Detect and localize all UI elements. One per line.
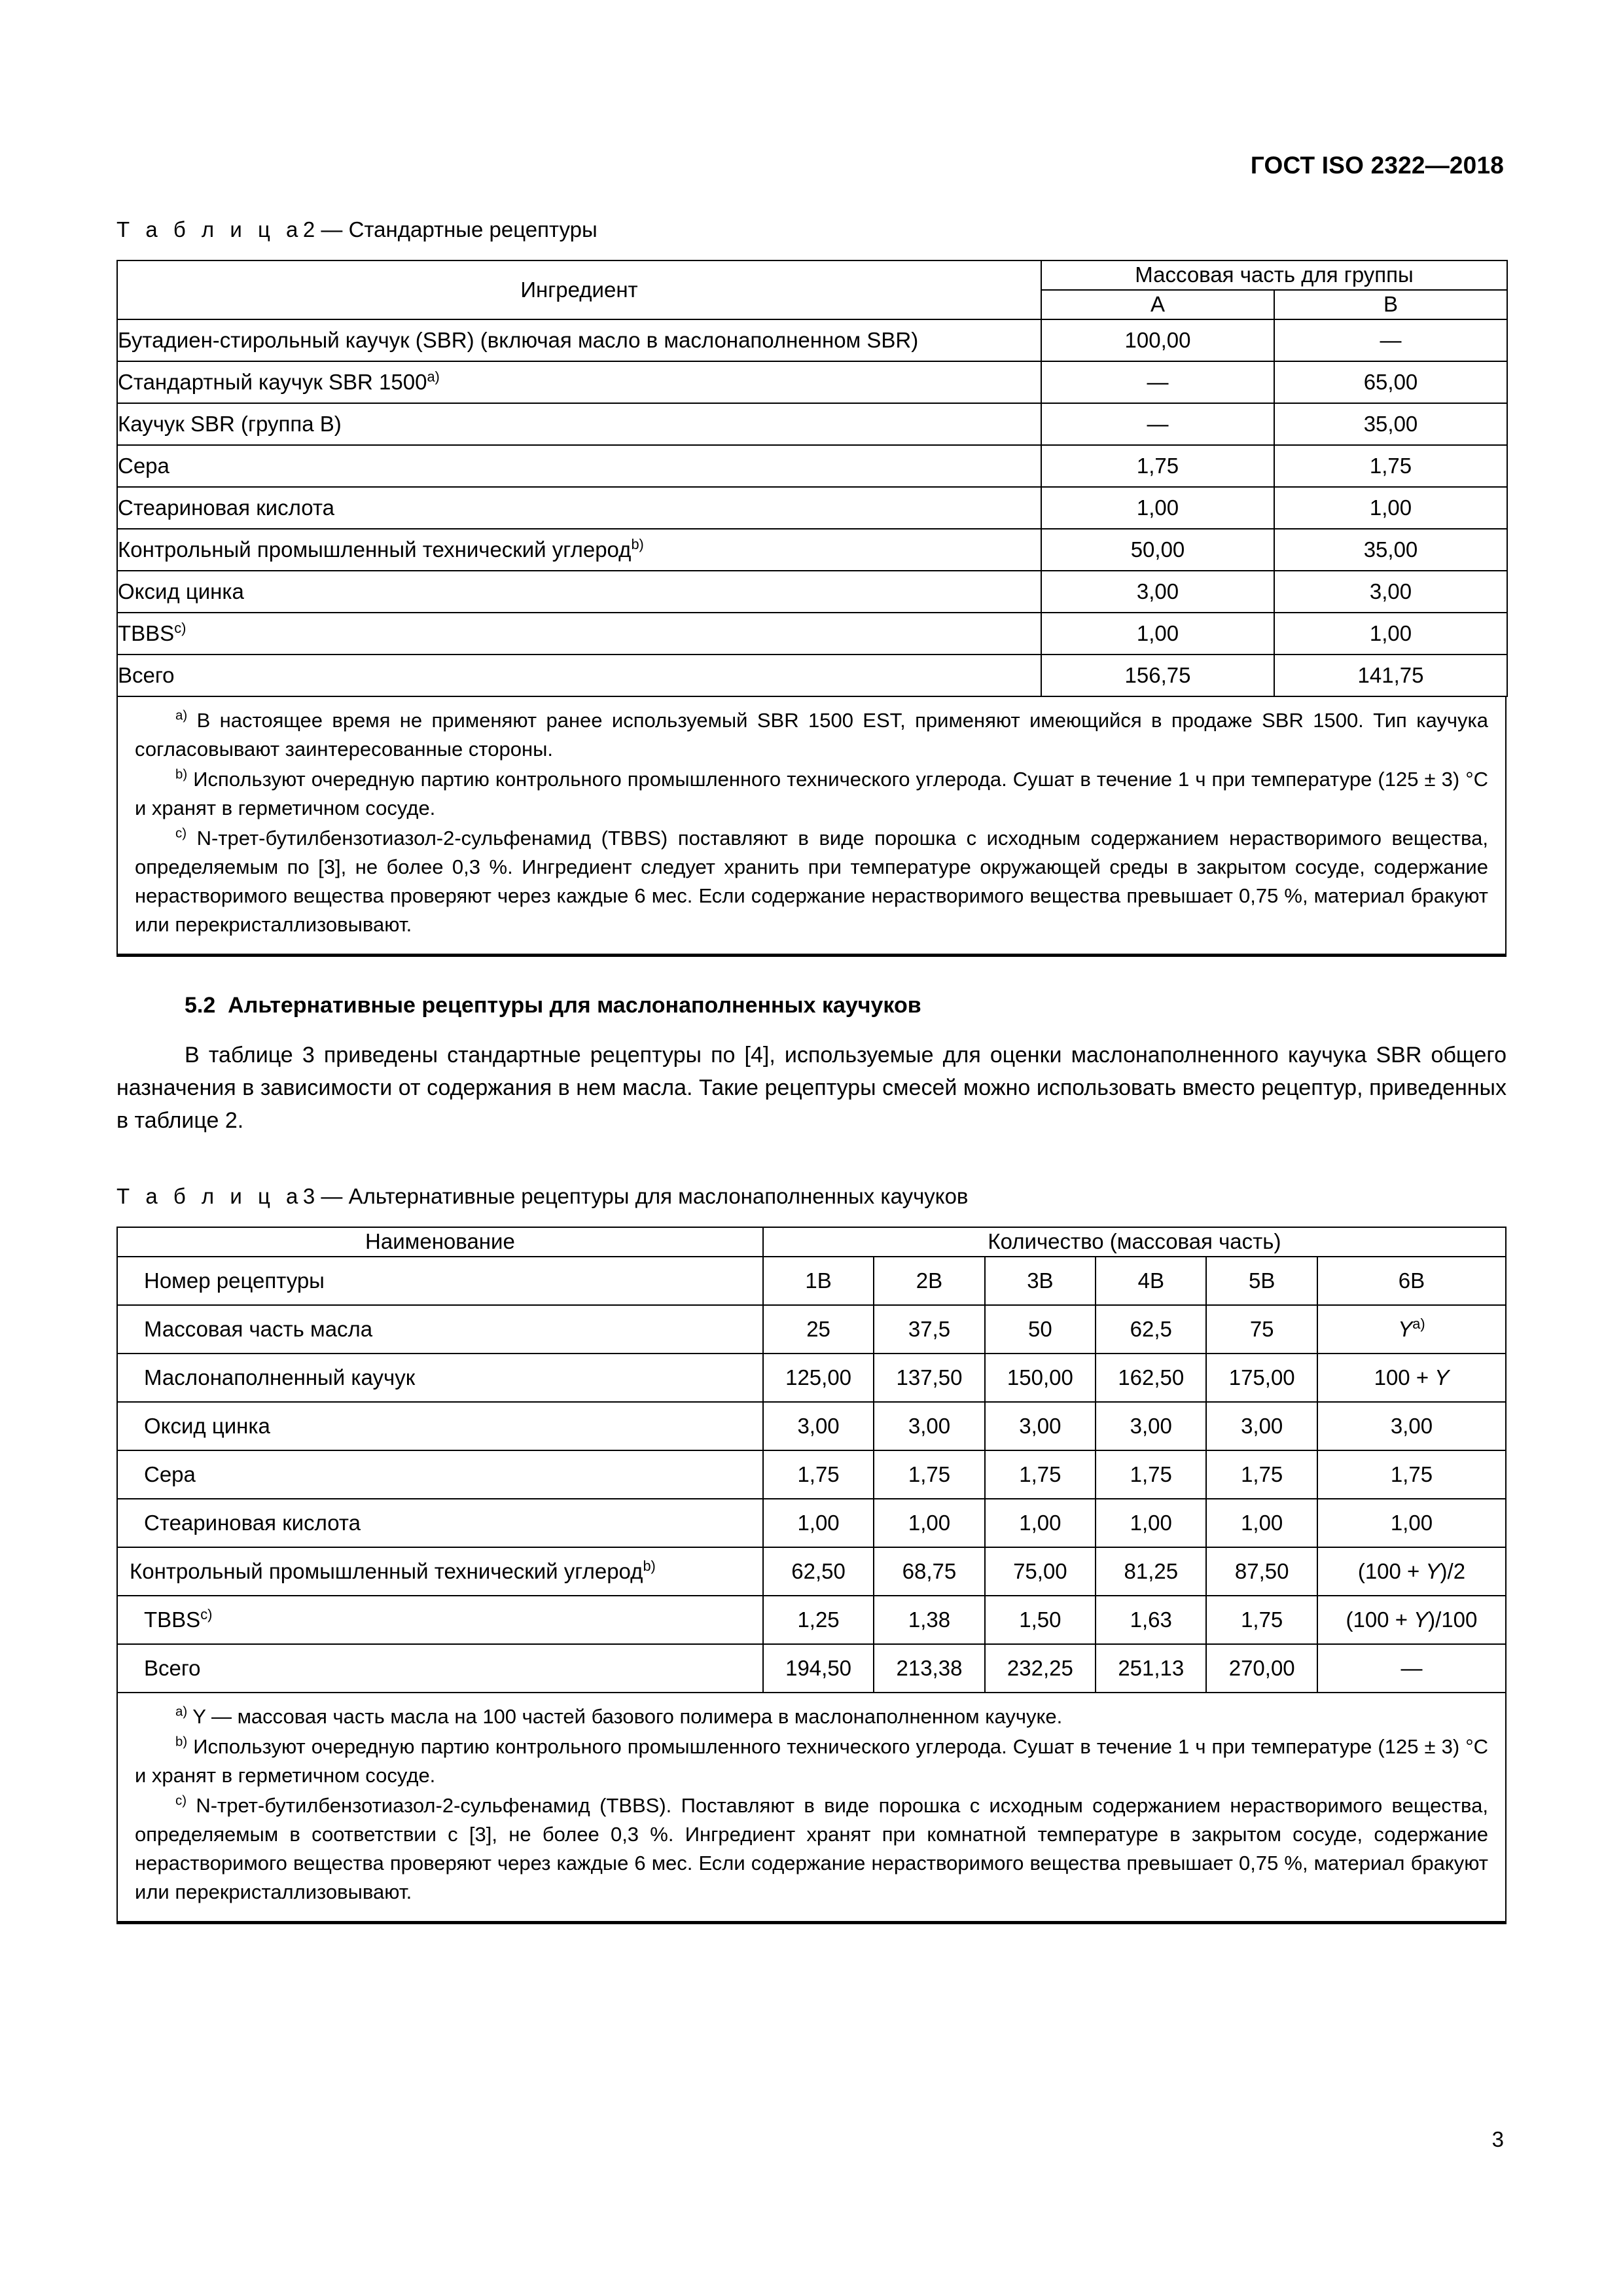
row-value-footnote-marker: a) [1412,1315,1425,1332]
table2-note-b-text: Используют очередную партию контрольного промышленного технического углерода. Сушат в течение 1 ч при температуре (125 ± 3) °С и хранят в герметичном сосуде. [135,768,1488,820]
running-head-standard-id: ГОСТ ISO 2322—2018 [1250,152,1504,179]
row-value: 150,00 [985,1354,1096,1402]
row-value: 3B [985,1257,1096,1305]
row-label-text: Оксид цинка [118,579,244,603]
row-value-symbol: Y [1414,1607,1429,1632]
table3 [116,1227,1507,1693]
row-label-text: Сера [144,1462,196,1486]
row-value: 1,00 [1274,613,1507,655]
table2 [116,260,1508,697]
row-value: 1,75 [1274,445,1507,487]
table-row [117,1596,1506,1644]
row-label [117,487,1041,529]
row-value: 62,5 [1096,1305,1206,1354]
table3-note-a-marker: a) [175,1704,188,1720]
row-value [1317,1305,1506,1354]
table3-col-name: Наименование [117,1227,763,1257]
table3-note-a-text: Y — массовая часть масла на 100 частей базового полимера в маслонаполненном каучуке. [192,1705,1063,1729]
row-value: 3,00 [763,1402,874,1450]
table3-note-c-text: N-трет-бутилбензотиазол-2-сульфенамид (TBBS). Поставляют в виде порошка с исходным содержанием нерастворимого вещества, определяемым в соответствии с [3], не более 0,3 %. Ингредиент хранят при комнатной температуре в закрытом сосуде, содержание нерастворимого вещества проверяют через каждые 6 мес. Если содержание нерастворимого вещества превышает 0,75 %, материал бракуют или перекристаллизовывают. [135,1794,1488,1904]
row-label-text: TBBS [144,1607,201,1632]
row-value: 35,00 [1274,403,1507,445]
table-row [117,1402,1506,1450]
row-value: 3,00 [1317,1402,1506,1450]
row-label-text: Бутадиен-стирольный каучук (SBR) (включая масло в маслонаполненном SBR) [118,327,919,352]
table2-notes [116,697,1507,957]
row-label-text: Всего [144,1655,201,1680]
row-value: 1,75 [985,1450,1096,1499]
row-label-text: TBBS [118,620,175,645]
row-value: 1,75 [874,1450,984,1499]
row-label-footnote-marker: a) [427,368,440,385]
row-value: (100 + Y)/2 [1317,1547,1506,1596]
row-value: 232,25 [985,1644,1096,1693]
row-label-text: Оксид цинка [144,1413,270,1438]
row-value: 2B [874,1257,984,1305]
row-value: 3,00 [1206,1402,1317,1450]
row-value: 75 [1206,1305,1317,1354]
table2-caption-label: Т а б л и ц а [116,217,303,242]
row-label-footnote-marker: c) [200,1605,213,1623]
table3-col-quantity: Количество (массовая часть) [763,1227,1506,1257]
table3-note-b [135,1732,1488,1790]
row-value: 1,25 [763,1596,874,1644]
table-row [117,1354,1506,1402]
row-label [117,1450,763,1499]
row-label-text: Маслонаполненный каучук [144,1365,416,1390]
table2-head [117,260,1507,319]
row-value: 1,00 [1041,487,1274,529]
row-value: 5B [1206,1257,1317,1305]
row-label [117,1354,763,1402]
table-row [117,1257,1506,1305]
table2-note-a [135,706,1488,764]
table2-note-c-text: N-трет-бутилбензотиазол-2-сульфенамид (TBBS) поставляют в виде порошка с исходным содержанием нерастворимого вещества, определяемым по [3], не более 0,3 %. Ингредиент следует хранить при температуре окружающей среды в закрытом сосуде, содержание нерастворимого вещества проверяют через каждые 6 мес. Если содержание нерастворимого вещества превышает 0,75 %, материал бракуют или перекристаллизовывают. [135,827,1488,937]
section-title: Альтернативные рецептуры для маслонаполненных каучуков [228,993,921,1018]
table2-caption-number: 2 [302,217,315,242]
table3-caption-title: Альтернативные рецептуры для маслонаполненных каучуков [348,1184,969,1209]
table3-header-row [117,1227,1506,1257]
row-value: 1,75 [1317,1450,1506,1499]
table-row [117,529,1507,571]
row-label [117,655,1041,696]
table2-col-ingredient: Ингредиент [117,260,1041,319]
row-value: 1,00 [985,1499,1096,1547]
row-label [117,1402,763,1450]
table-row [117,487,1507,529]
row-label-text: Сера [118,453,169,478]
row-label [117,361,1041,403]
row-value: 87,50 [1206,1547,1317,1596]
row-value: 25 [763,1305,874,1354]
row-value: 1,50 [985,1596,1096,1644]
table2-col-group-a: A [1041,290,1274,319]
table-row [117,655,1507,696]
row-value: 3,00 [1096,1402,1206,1450]
row-value: 125,00 [763,1354,874,1402]
table2-col-group-b: B [1274,290,1507,319]
row-value: 81,25 [1096,1547,1206,1596]
table-row [117,571,1507,613]
row-label-text: Контрольный промышленный технический углерод [130,1558,643,1583]
row-label [117,529,1041,571]
row-label [117,319,1041,361]
row-value: 141,75 [1274,655,1507,696]
row-label [117,403,1041,445]
row-value: 1,00 [1317,1499,1506,1547]
table-row [117,1547,1506,1596]
row-value: 3,00 [985,1402,1096,1450]
table2-note-a-text: В настоящее время не применяют ранее используемый SBR 1500 EST, применяют имеющийся в продаже SBR 1500. Тип каучука согласовывают заинтересованные стороны. [135,709,1488,761]
page-content [116,216,1507,1924]
row-label [117,613,1041,655]
table2-caption-dash: — [321,217,343,242]
section-number: 5.2 [185,993,216,1018]
table-row [117,613,1507,655]
row-value: 1,00 [874,1499,984,1547]
row-label-text: Массовая часть масла [144,1316,373,1341]
row-label [117,1499,763,1547]
row-label-text: Стеариновая кислота [144,1510,361,1535]
row-value: 50 [985,1305,1096,1354]
table3-caption [116,1183,1507,1210]
row-value: 1,75 [1206,1450,1317,1499]
page-number: 3 [1491,2127,1504,2151]
row-value: — [1317,1644,1506,1693]
table2-note-c [135,824,1488,939]
row-value: 1,63 [1096,1596,1206,1644]
table2-note-b-marker: b) [175,766,188,782]
table-row [117,319,1507,361]
row-label-text: Номер рецептуры [144,1268,325,1293]
row-label [117,571,1041,613]
table3-caption-label: Т а б л и ц а [116,1184,303,1209]
row-value: (100 + Y)/100 [1317,1596,1506,1644]
row-label [117,1305,763,1354]
row-label-text: Всего [118,662,175,687]
row-value: 1,38 [874,1596,984,1644]
table3-note-a [135,1702,1488,1731]
row-value: 35,00 [1274,529,1507,571]
row-value: 162,50 [1096,1354,1206,1402]
table3-note-b-marker: b) [175,1734,188,1750]
table3-caption-dash: — [321,1184,343,1209]
row-label [117,1596,763,1644]
row-value-symbol: Y [1425,1558,1440,1583]
table3-note-b-text: Используют очередную партию контрольного промышленного технического углерода. Сушат в течение 1 ч при температуре (125 ± 3) °С и хранят в герметичном сосуде. [135,1735,1488,1787]
table-row [117,1305,1506,1354]
table3-caption-number: 3 [302,1184,315,1209]
table3-body [117,1257,1506,1693]
row-value: 50,00 [1041,529,1274,571]
row-value: 1,75 [1096,1450,1206,1499]
table-row [117,403,1507,445]
row-value: 65,00 [1274,361,1507,403]
row-value: 1,75 [1041,445,1274,487]
row-value: 3,00 [1274,571,1507,613]
table3-note-c [135,1791,1488,1907]
row-label-text: Стеариновая кислота [118,495,334,520]
table-row [117,1499,1506,1547]
table2-body [117,319,1507,696]
row-value: 194,50 [763,1644,874,1693]
table-row [117,1450,1506,1499]
row-value: 100,00 [1041,319,1274,361]
row-label [117,1644,763,1693]
row-value: 1,00 [1041,613,1274,655]
row-label-footnote-marker: c) [174,619,187,636]
row-label-text: Стандартный каучук SBR 1500 [118,369,427,394]
table-row [117,1644,1506,1693]
row-label-text: Каучук SBR (группа B) [118,411,342,436]
table3-note-c-marker: c) [175,1793,187,1809]
row-value: 4B [1096,1257,1206,1305]
table2-col-group-share: Массовая часть для группы [1041,260,1507,290]
row-value: 175,00 [1206,1354,1317,1402]
row-value-symbol: Y [1398,1316,1413,1341]
table2-note-c-marker: c) [175,825,187,841]
row-value: 6B [1317,1257,1506,1305]
row-value-symbol: Y [1435,1365,1450,1390]
row-value: 1,75 [1206,1596,1317,1644]
row-value: 1,00 [1274,487,1507,529]
table2-header-row-1 [117,260,1507,290]
row-value: 3,00 [1041,571,1274,613]
row-value: 213,38 [874,1644,984,1693]
row-value: 62,50 [763,1547,874,1596]
row-value: 100 + Y [1317,1354,1506,1402]
row-value: 137,50 [874,1354,984,1402]
row-value: 37,5 [874,1305,984,1354]
table2-note-a-marker: a) [175,708,188,723]
row-value: 156,75 [1041,655,1274,696]
row-value: 1,75 [763,1450,874,1499]
row-value: 68,75 [874,1547,984,1596]
row-label [117,445,1041,487]
table2-caption [116,216,1507,243]
section-heading-5-2 [116,991,1507,1020]
table-row [117,445,1507,487]
row-label [117,1547,763,1596]
table3-head [117,1227,1506,1257]
table3-notes [116,1693,1507,1924]
section-paragraph: В таблице 3 приведены стандартные рецептуры по [4], используемые для оценки маслонаполненного каучука SBR общего назначения в зависимости от содержания в нем масла. Такие рецептуры смесей можно использовать вместо рецептур, приведенных в таблице 2. [116,1043,1507,1133]
row-value: 1,00 [1206,1499,1317,1547]
row-value: 1,00 [1096,1499,1206,1547]
row-label-footnote-marker: b) [643,1557,656,1574]
row-value: 270,00 [1206,1644,1317,1693]
row-value: 3,00 [874,1402,984,1450]
table-row [117,361,1507,403]
row-value: 1B [763,1257,874,1305]
row-value: — [1274,319,1507,361]
row-value: 75,00 [985,1547,1096,1596]
table2-note-b [135,765,1488,823]
row-value: 251,13 [1096,1644,1206,1693]
row-value: — [1041,361,1274,403]
row-label [117,1257,763,1305]
row-value: — [1041,403,1274,445]
row-label-text: Контрольный промышленный технический углерод [118,537,632,562]
row-label-footnote-marker: b) [631,535,644,552]
row-value: 1,00 [763,1499,874,1547]
table2-caption-title: Стандартные рецептуры [348,217,597,242]
